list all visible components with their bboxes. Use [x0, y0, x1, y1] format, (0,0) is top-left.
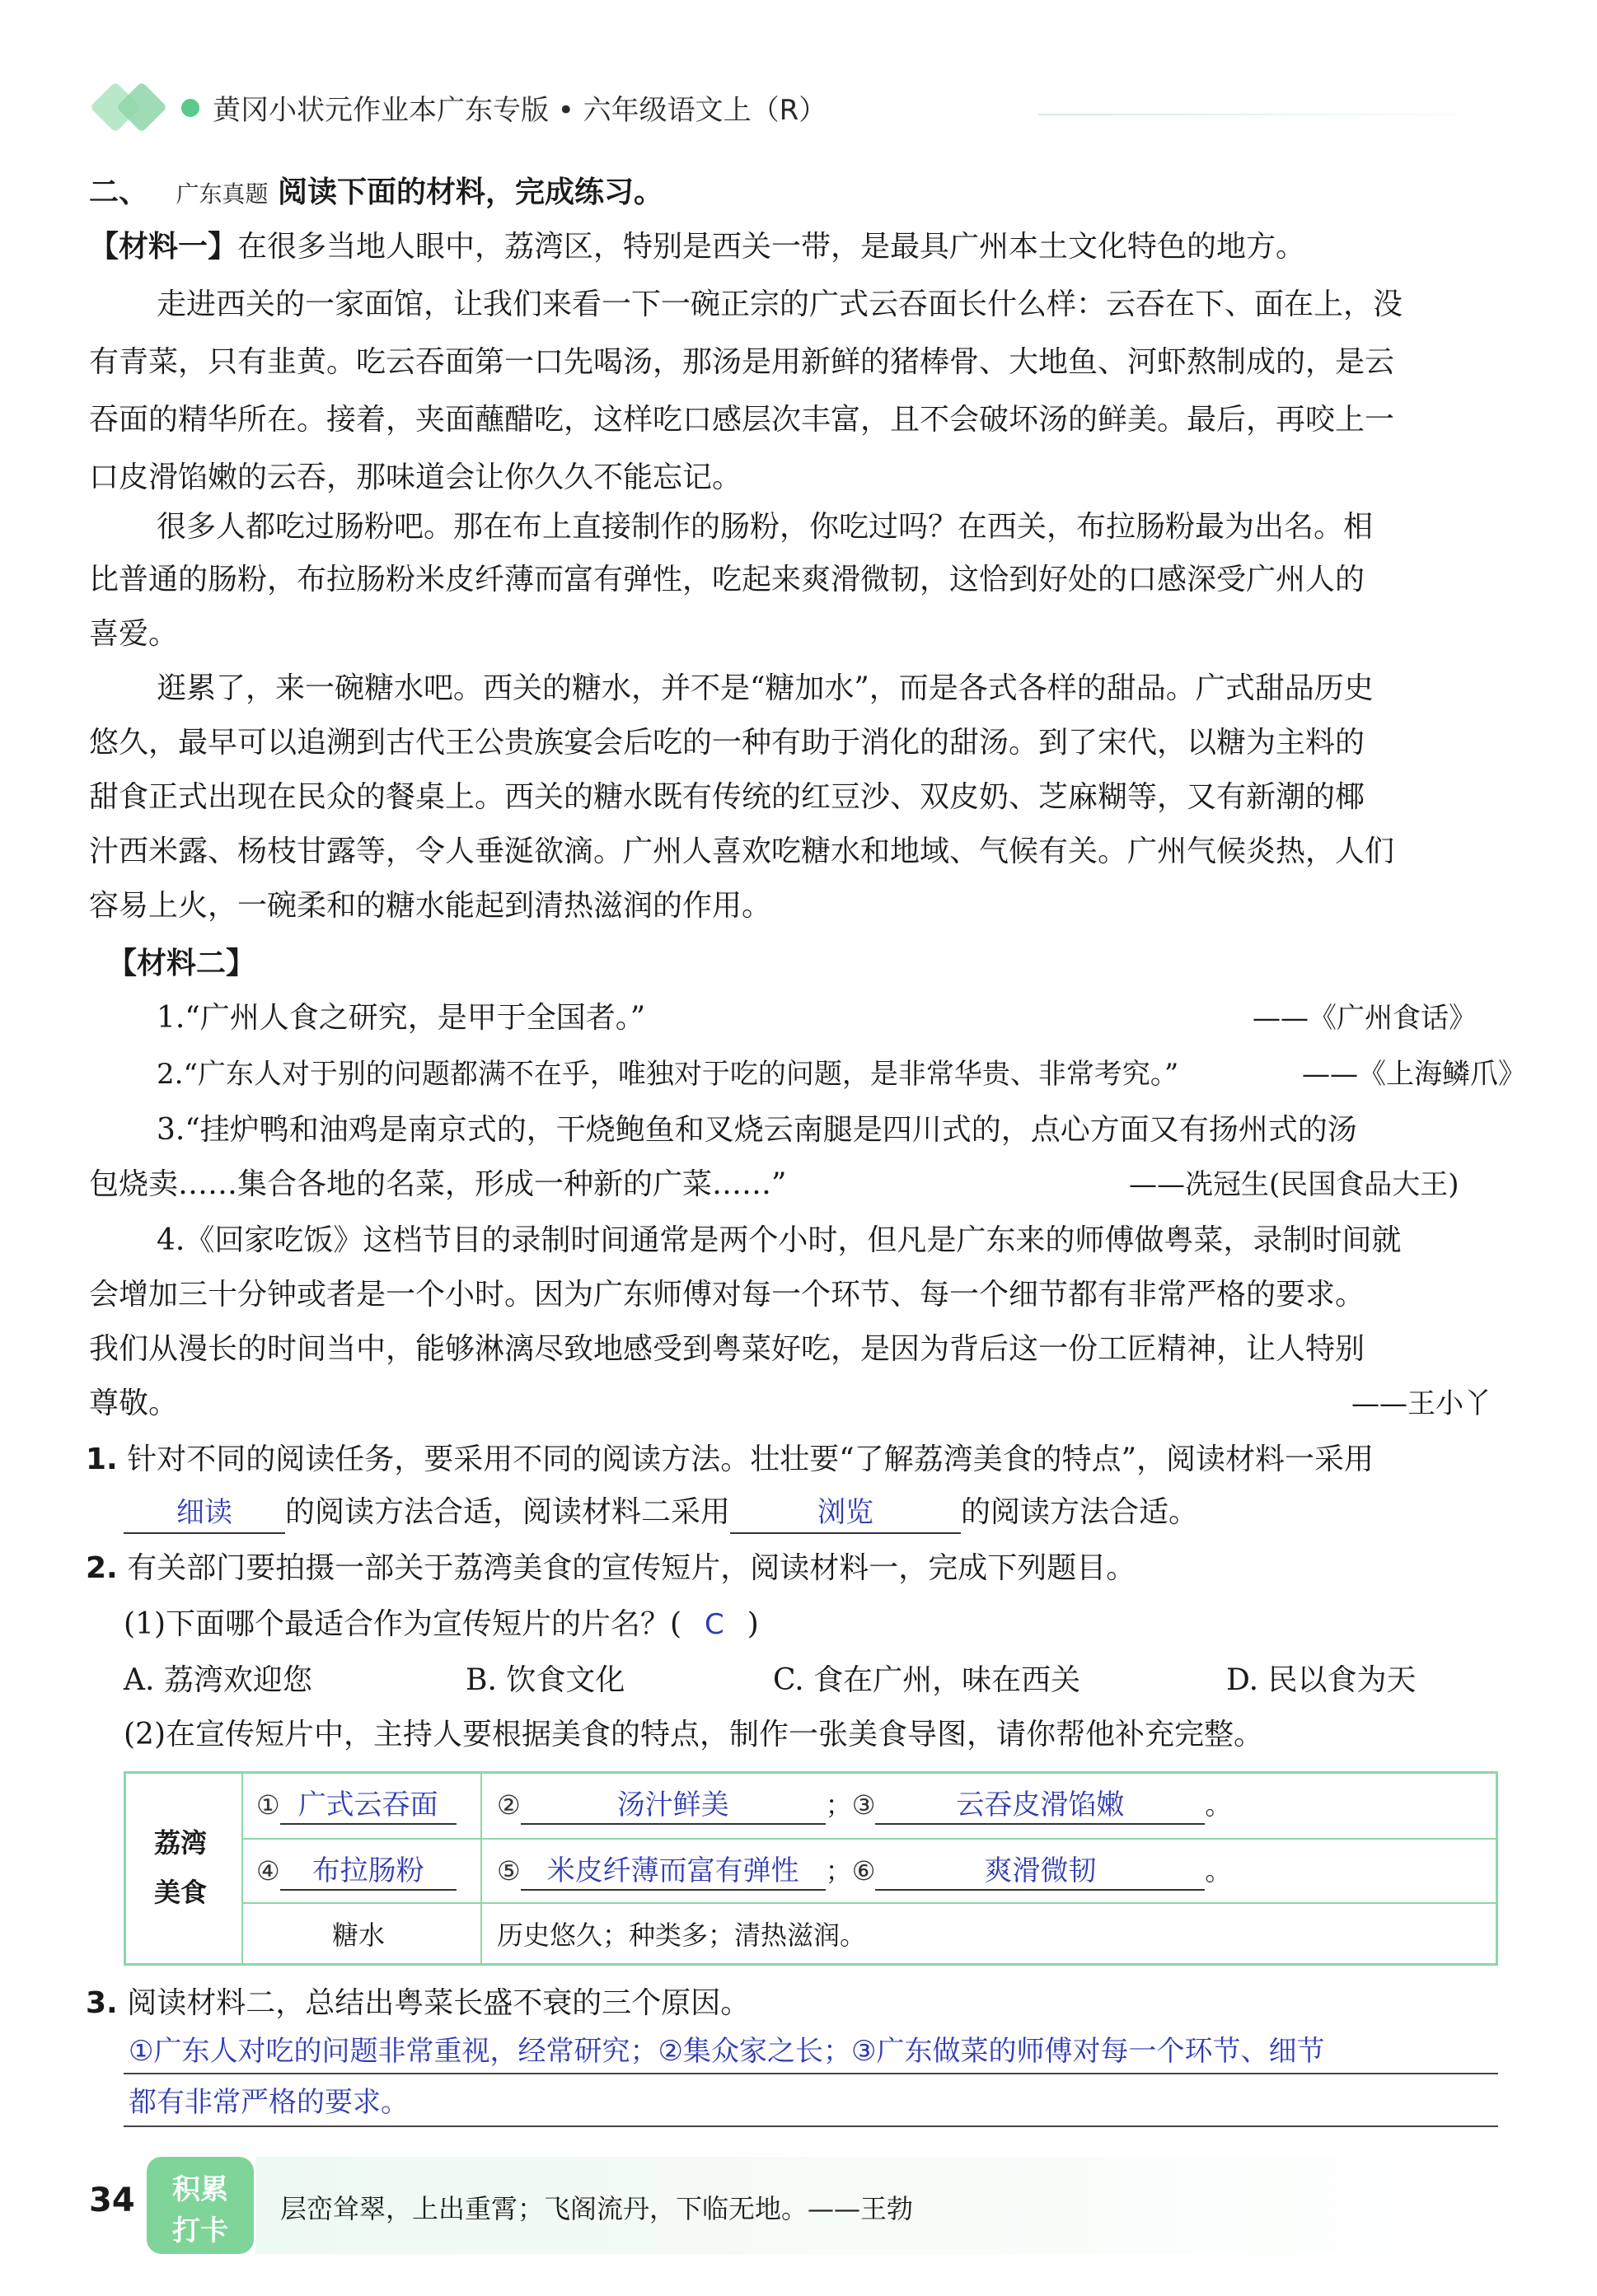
question3-answer-line-1[interactable]: ①广东人对吃的问题非常重视，经常研究；②集众家之长；③广东做菜的师傅对每一个环节、细节	[129, 2035, 1325, 2068]
badge-top-text: 积累	[172, 2173, 228, 2206]
table-answer-2: 汤汁鲜美	[616, 1789, 729, 1821]
material1-first-line	[89, 227, 1305, 267]
page-number: 34	[89, 2181, 135, 2219]
question2-option-c[interactable]: C. 食在广州，味在西关	[773, 1663, 1081, 1697]
question2	[86, 1549, 1136, 1588]
table-row-header: 美食	[154, 1877, 208, 1908]
material2-quote-4: 4.《回家吃饭》这档节目的录制时间通常是两个小时，但凡是广东来的师傅做粤菜，录制时间就	[157, 1223, 1402, 1257]
question2-sub1-text: (1)下面哪个最适合作为宣传短片的片名？(	[124, 1607, 682, 1641]
question1-number: 1.	[86, 1443, 118, 1476]
section-number: 二、	[89, 175, 149, 209]
header-rule	[1038, 114, 1500, 115]
material2-quote-4: 会增加三十分钟或者是一个小时。因为广东师傅对每一个环节、每一个细节都有非常严格的要求。	[89, 1278, 1365, 1312]
material1-p4-line: 逛累了，来一碗糖水吧。西关的糖水，并不是“糖加水”，而是各式各样的甜品。广式甜品历史	[157, 671, 1374, 705]
header-title: 黄冈小状元作业本广东专版 • 六年级语文上（R）	[213, 94, 827, 127]
material2-source-2: ——《上海鳞爪》	[1302, 1058, 1526, 1091]
section-instruction: 阅读下面的材料，完成练习。	[277, 175, 663, 209]
section-heading	[89, 173, 663, 214]
question1-answer-b: 浏览	[817, 1496, 874, 1529]
question2-sub1-answer[interactable]: C	[705, 1608, 724, 1641]
table-cell-4: ④ 布拉肠粉	[256, 1853, 457, 1891]
table-cell-5: ⑤ 米皮纤薄而富有弹性 ；⑥ 爽滑微韧 。	[497, 1853, 1231, 1891]
material1-p2-line: 有青菜，只有韭黄。吃云吞面第一口先喝汤，那汤是用新鲜的猪棒骨、大地鱼、河虾熬制成的，是云	[89, 345, 1395, 379]
table-cell-1: ① 广式云吞面	[256, 1787, 457, 1825]
badge-bottom-text: 打卡	[172, 2214, 228, 2247]
footer-quote: 层峦耸翠，上出重霄；飞阁流丹，下临无地。——王勃	[280, 2193, 914, 2224]
question3	[86, 1984, 750, 2023]
material1-p3-line: 很多人都吃过肠粉吧。那在布上直接制作的肠粉，你吃过吗？在西关，布拉肠粉最为出名。相	[157, 510, 1374, 544]
material1-p4-line: 容易上火，一碗柔和的糖水能起到清热滋润的作用。	[89, 889, 772, 923]
question2-sub1	[124, 1605, 759, 1644]
material1-p3-line: 比普通的肠粉，布拉肠粉米皮纤薄而富有弹性，吃起来爽滑微韧，这恰到好处的口感深受广州人的	[89, 563, 1365, 596]
question1-end-text: 的阅读方法合适。	[961, 1495, 1199, 1529]
material2-quote-3: 3.“挂炉鸭和油鸡是南京式的，干烧鲍鱼和叉烧云南腿是四川式的，点心方面又有扬州式的汤	[157, 1113, 1357, 1147]
material2-quote-1: 1.“广州人食之研究，是甲于全国者。”	[157, 1001, 646, 1035]
question1	[86, 1440, 1374, 1480]
question2-sub1-close: )	[747, 1607, 759, 1641]
table-answer-5: 米皮纤薄而富有弹性	[546, 1854, 799, 1887]
material2-quote-4: 我们从漫长的时间当中，能够淋漓尽致地感受到粤菜好吃，是因为背后这一份工匠精神，让人特别	[89, 1332, 1365, 1366]
table-tangshui-desc: 历史悠久；种类多；清热滋润。	[497, 1920, 867, 1951]
section-tag: 广东真题	[176, 180, 269, 208]
question3-number: 3.	[86, 1986, 118, 2020]
question3-answer-line-2[interactable]: 都有非常严格的要求。	[129, 2086, 409, 2119]
table-answer-4: 布拉肠粉	[311, 1854, 424, 1887]
material2-source-1: ——《广州食话》	[1253, 1002, 1477, 1035]
question2-number: 2.	[86, 1551, 118, 1585]
material1-p2-line: 吞面的精华所在。接着，夹面蘸醋吃，这样吃口感层次丰富，且不会破坏汤的鲜美。最后，再咬上一	[89, 403, 1395, 437]
question1-text: 针对不同的阅读任务，要采用不同的阅读方法。壮壮要“了解荔湾美食的特点”，阅读材料一采用	[127, 1443, 1374, 1476]
material1-p2-line: 口皮滑馅嫩的云吞，那味道会让你久久不能忘记。	[89, 461, 742, 494]
material1-p1: 在很多当地人眼中，荔湾区，特别是西关一带，是最具广州本土文化特色的地方。	[237, 230, 1306, 264]
table-row-header: 荔湾	[154, 1827, 208, 1859]
page-header	[82, 82, 1483, 135]
table-answer-6: 爽滑微韧	[984, 1854, 1097, 1887]
question1-answer-a: 细读	[176, 1496, 232, 1529]
material1-p4-line: 汁西米露、杨枝甘露等，令人垂涎欲滴。广州人喜欢吃糖水和地域、气候有关。广州气候炎热，人们	[89, 835, 1395, 868]
header-dot-icon	[181, 99, 199, 117]
material2-source-4: ——王小丫	[1351, 1387, 1492, 1420]
material2-quote-4: 尊敬。	[89, 1386, 179, 1420]
question2-sub2: (2)在宣传短片中，主持人要根据美食的特点，制作一张美食导图，请你帮他补充完整。	[124, 1718, 1263, 1751]
question1-answer-line	[124, 1493, 1198, 1534]
footer-badge	[147, 2157, 254, 2254]
table-tangshui: 糖水	[332, 1920, 386, 1951]
question3-text: 阅读材料二，总结出粤菜长盛不衰的三个原因。	[127, 1986, 751, 2020]
material1-p2-line: 走进西关的一家面馆，让我们来看一下一碗正宗的广式云吞面长什么样：云吞在下、面在上，没	[157, 288, 1403, 321]
material2-label: 【材料二】	[107, 947, 256, 980]
question1-mid-text: 的阅读方法合适，阅读材料二采用	[285, 1495, 731, 1529]
table-answer-1: 广式云吞面	[297, 1789, 438, 1821]
question2-option-d[interactable]: D. 民以食为天	[1226, 1663, 1417, 1697]
question2-option-b[interactable]: B. 饮食文化	[466, 1663, 625, 1697]
question2-option-a[interactable]: A. 荔湾欢迎您	[124, 1663, 312, 1697]
question2-text: 有关部门要拍摄一部关于荔湾美食的宣传短片，阅读材料一，完成下列题目。	[127, 1551, 1136, 1585]
question1-blank-a[interactable]	[124, 1493, 285, 1534]
material1-p4-line: 悠久，最早可以追溯到古代王公贵族宴会后吃的一种有助于消化的甜汤。到了宋代，以糖为主料的	[89, 726, 1365, 760]
material1-label: 【材料一】	[89, 230, 238, 264]
table-answer-3: 云吞皮滑馅嫩	[956, 1789, 1125, 1821]
question1-blank-b[interactable]	[730, 1493, 961, 1534]
material2-source-3: ——冼冠生(民国食品大王)	[1129, 1168, 1459, 1201]
material2-quote-2: 2.“广东人对于别的问题都满不在乎，唯独对于吃的问题，是非常华贵、非常考究。”	[157, 1058, 1179, 1091]
food-map-table	[124, 1771, 1498, 1966]
material1-p4-line: 甜食正式出现在民众的餐桌上。西关的糖水既有传统的红豆沙、双皮奶、芝麻糊等，又有新潮的椰	[89, 780, 1365, 814]
material1-p3-line: 喜爱。	[89, 617, 179, 651]
table-cell-2: ② 汤汁鲜美 ；③ 云吞皮滑馅嫩 。	[497, 1787, 1231, 1825]
material2-quote-3: 包烧卖……集合各地的名菜，形成一种新的广菜……”	[89, 1167, 787, 1201]
